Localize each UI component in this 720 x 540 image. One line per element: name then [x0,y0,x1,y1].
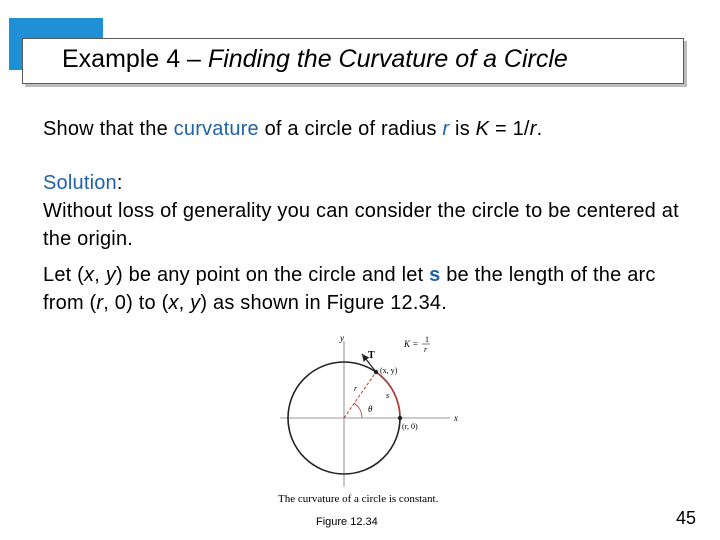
var-s: s [429,264,441,286]
curvature-term: curvature [173,118,259,140]
text-run: ) as shown in Figure 12.34. [200,292,448,314]
K-label: K = [404,339,419,349]
circle-diagram [270,327,470,497]
title-plain: Example 4 – [62,45,208,73]
var-x: x [168,292,179,314]
text-run: . [536,118,543,140]
var-y: y [105,264,116,286]
figure-12-34 [270,327,470,519]
r-label: r [354,384,358,393]
text-run: Let ( [43,264,85,286]
theta-arc [354,403,362,418]
var-K: K [475,118,490,140]
theta-label: θ [368,404,373,414]
text-run: is [449,118,476,140]
s-label: s [386,391,390,400]
x-axis-label: x [454,413,458,423]
point-xy-label: (x, y) [380,366,398,375]
solution-paragraph-2 [43,261,683,317]
text-run: , [178,292,191,314]
solution-label: Solution [43,172,117,194]
slide-title [62,42,702,76]
y-axis-label: y [340,333,344,343]
var-r: r [96,292,104,314]
K-denominator: r [424,345,428,354]
text-run: : [116,172,123,194]
T-label: T [368,350,375,361]
solution-heading [43,169,703,197]
text-run: , [94,264,106,286]
title-italic: Finding the Curvature of a Circle [207,45,568,73]
var-r: r [442,118,450,140]
text-run: = 1/ [489,118,530,140]
text-run: , 0) to ( [103,292,169,314]
text-run: Show that the [43,118,174,140]
text-run: be the length of the arc from ( [43,264,656,314]
page-number: 45 [676,508,697,528]
var-r: r [529,118,537,140]
figure-caption: The curvature of a circle is constant. [278,493,439,505]
point-r0-label: (r, 0) [402,422,418,431]
figure-label: Figure 12.34 [316,516,378,528]
solution-paragraph-1: Without loss of generality you can consider the circle to be centered at the origin. [43,200,679,250]
var-x: x [84,264,95,286]
text-run: ) be any point on the circle and let [115,264,430,286]
var-y: y [190,292,201,314]
K-numerator: 1 [425,335,429,344]
point-xy [374,370,378,374]
point-r0 [398,416,402,420]
problem-statement [43,115,703,143]
text-run: of a circle of radius [258,118,443,140]
